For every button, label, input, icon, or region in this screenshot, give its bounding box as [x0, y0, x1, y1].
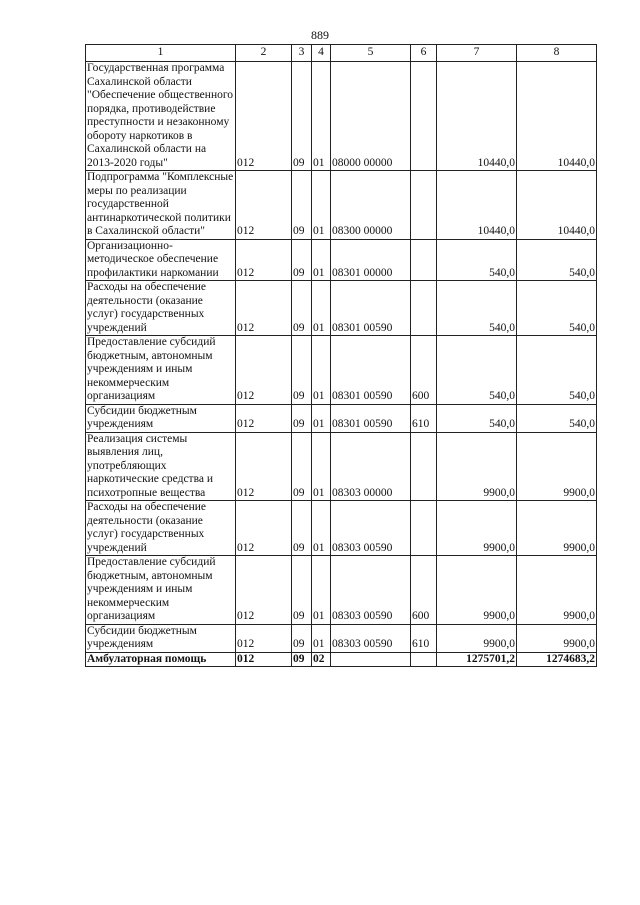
- admin-code: 012: [236, 62, 292, 171]
- section-code: 09: [292, 652, 312, 667]
- admin-code: 012: [236, 404, 292, 432]
- admin-code: 012: [236, 336, 292, 405]
- section-code: 09: [292, 171, 312, 240]
- row-name: Предоставление субсидий бюджетным, автономным учреждениям и иным некоммерческим организациям: [86, 556, 236, 625]
- expense-type-code: [411, 432, 437, 501]
- expense-type-code: [411, 501, 437, 556]
- amount-col-7: 9900,0: [437, 556, 517, 625]
- amount-col-8: 9900,0: [517, 556, 597, 625]
- target-article-code: 08301 00590: [331, 281, 411, 336]
- expense-type-code: 600: [411, 556, 437, 625]
- admin-code: 012: [236, 281, 292, 336]
- subsection-code: 01: [312, 62, 331, 171]
- target-article-code: 08303 00590: [331, 624, 411, 652]
- amount-col-8: 1274683,2: [517, 652, 597, 667]
- target-article-code: 08303 00000: [331, 432, 411, 501]
- subsection-code: 01: [312, 239, 331, 281]
- amount-col-7: 9900,0: [437, 624, 517, 652]
- subsection-code: 01: [312, 432, 331, 501]
- section-code: 09: [292, 336, 312, 405]
- amount-col-8: 540,0: [517, 281, 597, 336]
- amount-col-8: 540,0: [517, 336, 597, 405]
- table-row: [86, 501, 597, 556]
- target-article-code: 08301 00590: [331, 336, 411, 405]
- admin-code: 012: [236, 652, 292, 667]
- budget-table: [85, 44, 597, 667]
- target-article-code: 08303 00590: [331, 501, 411, 556]
- amount-col-7: 10440,0: [437, 171, 517, 240]
- page-number: 889: [311, 28, 329, 42]
- expense-type-code: [411, 652, 437, 667]
- subsection-code: 02: [312, 652, 331, 667]
- amount-col-7: 540,0: [437, 239, 517, 281]
- subsection-code: 01: [312, 501, 331, 556]
- table-row: [86, 556, 597, 625]
- amount-col-7: 9900,0: [437, 501, 517, 556]
- table-row: [86, 404, 597, 432]
- section-code: 09: [292, 624, 312, 652]
- column-header-1: 1: [86, 45, 236, 62]
- subsection-code: 01: [312, 556, 331, 625]
- column-header-6: 6: [411, 45, 437, 62]
- expense-type-code: 610: [411, 624, 437, 652]
- section-code: 09: [292, 239, 312, 281]
- admin-code: 012: [236, 501, 292, 556]
- row-name: Субсидии бюджетным учреждениям: [86, 404, 236, 432]
- header-row: [86, 45, 597, 62]
- table-row: [86, 336, 597, 405]
- amount-col-7: 9900,0: [437, 432, 517, 501]
- amount-col-7: 1275701,2: [437, 652, 517, 667]
- admin-code: 012: [236, 556, 292, 625]
- expense-type-code: [411, 281, 437, 336]
- row-name: Реализация системы выявления лиц, употребляющих наркотические средства и психотропные вещества: [86, 432, 236, 501]
- target-article-code: [331, 652, 411, 667]
- table-row: [86, 239, 597, 281]
- table-body: [86, 62, 597, 667]
- amount-col-8: 540,0: [517, 239, 597, 281]
- admin-code: 012: [236, 432, 292, 501]
- subsection-code: 01: [312, 281, 331, 336]
- target-article-code: 08000 00000: [331, 62, 411, 171]
- column-header-7: 7: [437, 45, 517, 62]
- column-header-2: 2: [236, 45, 292, 62]
- subsection-code: 01: [312, 336, 331, 405]
- admin-code: 012: [236, 624, 292, 652]
- table-row: [86, 171, 597, 240]
- amount-col-7: 540,0: [437, 404, 517, 432]
- section-code: 09: [292, 62, 312, 171]
- table-row: [86, 62, 597, 171]
- amount-col-8: 540,0: [517, 404, 597, 432]
- subsection-code: 01: [312, 171, 331, 240]
- target-article-code: 08300 00000: [331, 171, 411, 240]
- table-row: [86, 281, 597, 336]
- column-header-4: 4: [312, 45, 331, 62]
- amount-col-8: 10440,0: [517, 62, 597, 171]
- expense-type-code: [411, 62, 437, 171]
- row-name: Государственная программа Сахалинской области "Обеспечение общественного порядка, противодействие преступности и незаконному обороту наркотиков в Сахалинской области на 2013-2020 годы": [86, 62, 236, 171]
- target-article-code: 08301 00000: [331, 239, 411, 281]
- amount-col-8: 9900,0: [517, 432, 597, 501]
- table-row: [86, 432, 597, 501]
- admin-code: 012: [236, 171, 292, 240]
- amount-col-7: 540,0: [437, 336, 517, 405]
- section-code: 09: [292, 404, 312, 432]
- expense-type-code: [411, 239, 437, 281]
- subsection-code: 01: [312, 404, 331, 432]
- row-name: Подпрограмма "Комплексные меры по реализации государственной антинаркотической политики в Сахалинской области": [86, 171, 236, 240]
- column-header-8: 8: [517, 45, 597, 62]
- row-name: Расходы на обеспечение деятельности (оказание услуг) государственных учреждений: [86, 281, 236, 336]
- admin-code: 012: [236, 239, 292, 281]
- expense-type-code: [411, 171, 437, 240]
- amount-col-8: 10440,0: [517, 171, 597, 240]
- table-row: [86, 624, 597, 652]
- amount-col-8: 9900,0: [517, 624, 597, 652]
- row-name: Организационно-методическое обеспечение профилактики наркомании: [86, 239, 236, 281]
- expense-type-code: 600: [411, 336, 437, 405]
- row-name: Расходы на обеспечение деятельности (оказание услуг) государственных учреждений: [86, 501, 236, 556]
- row-name: Предоставление субсидий бюджетным, автономным учреждениям и иным некоммерческим организациям: [86, 336, 236, 405]
- amount-col-7: 540,0: [437, 281, 517, 336]
- target-article-code: 08303 00590: [331, 556, 411, 625]
- section-code: 09: [292, 501, 312, 556]
- section-code: 09: [292, 281, 312, 336]
- row-name: Субсидии бюджетным учреждениям: [86, 624, 236, 652]
- row-name: Амбулаторная помощь: [86, 652, 236, 667]
- amount-col-7: 10440,0: [437, 62, 517, 171]
- column-header-3: 3: [292, 45, 312, 62]
- expense-type-code: 610: [411, 404, 437, 432]
- section-code: 09: [292, 556, 312, 625]
- target-article-code: 08301 00590: [331, 404, 411, 432]
- subsection-code: 01: [312, 624, 331, 652]
- amount-col-8: 9900,0: [517, 501, 597, 556]
- column-header-5: 5: [331, 45, 411, 62]
- section-code: 09: [292, 432, 312, 501]
- table-row: [86, 652, 597, 667]
